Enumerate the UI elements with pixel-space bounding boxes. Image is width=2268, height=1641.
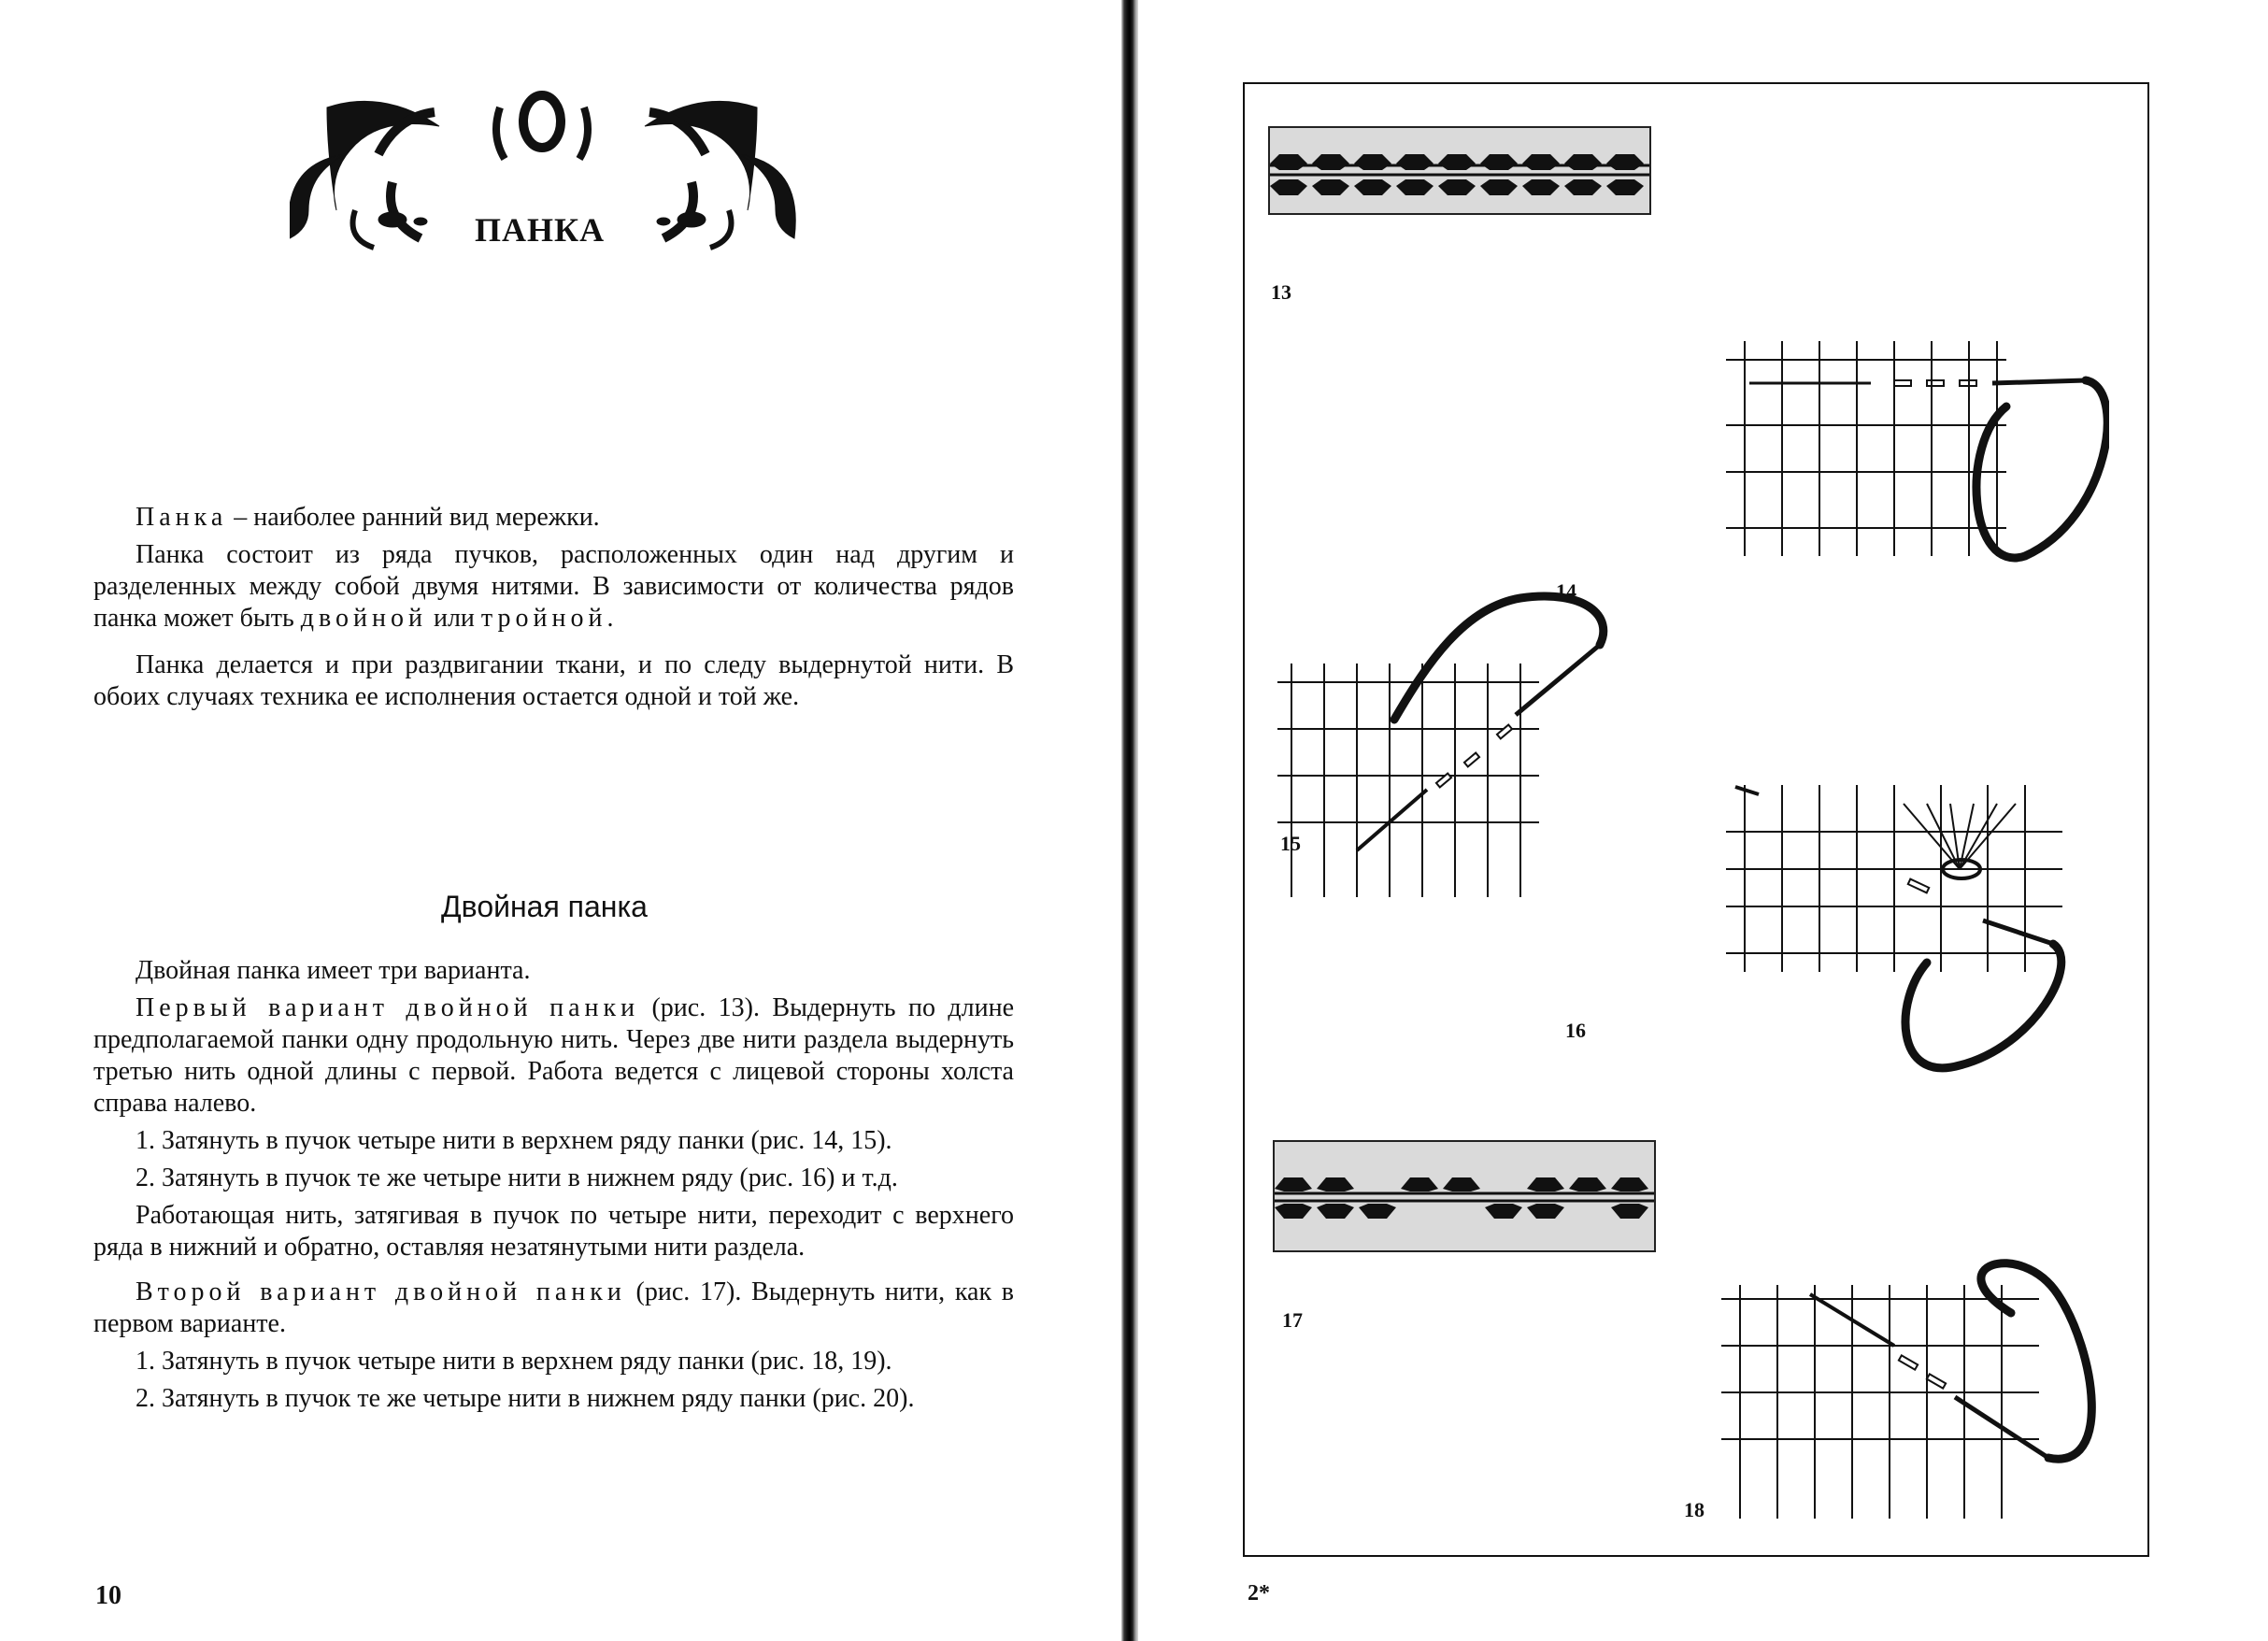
body-paragraph: 2. Затянуть в пучок те же четыре нити в нижнем ряду панки (рис. 20). xyxy=(136,1384,915,1413)
body-paragraph: 1. Затянуть в пучок четыре нити в верхнем ряду панки (рис. 18, 19). xyxy=(136,1347,892,1376)
page-number-right: 2* xyxy=(1248,1581,1270,1605)
intro-paragraph-3: Панка делается и при раздвигании ткани, и по следу выдернутой нити. В обоих случаях техника ее исполнения остается одной и той же. xyxy=(93,650,1014,711)
body-text xyxy=(93,955,1014,1420)
stitch-band-icon xyxy=(1275,1142,1654,1250)
right-page xyxy=(1131,0,2268,1641)
figure-frame xyxy=(1243,82,2149,1557)
body-paragraph: Второй вариант двойной панки (рис. 17). Выдернуть нити, как в первом варианте. xyxy=(93,1277,1014,1338)
figure-14-label: 14 xyxy=(1556,579,1576,603)
section-subtitle: Двойная панка xyxy=(441,890,648,923)
figure-15-label: 15 xyxy=(1280,832,1301,855)
figure-18-label: 18 xyxy=(1684,1498,1705,1521)
body-paragraph: Работающая нить, затягивая в пучок по четыре нити, переходит с верхнего ряда в нижний и обратно, оставляя незатянутыми нити раздела. xyxy=(93,1201,1014,1262)
figure-18-diagram xyxy=(1721,1238,2114,1537)
figure-15-diagram xyxy=(1277,533,1670,906)
figure-16-label: 16 xyxy=(1565,1019,1586,1042)
stitch-band-icon xyxy=(1270,128,1649,213)
figure-13-band xyxy=(1268,126,1651,215)
body-paragraph: 1. Затянуть в пучок четыре нити в верхнем ряду панки (рис. 14, 15). xyxy=(136,1126,892,1155)
page-title: ПАНКА xyxy=(475,211,606,249)
body-paragraph: Двойная панка имеет три варианта. xyxy=(136,956,531,985)
intro-paragraph-2: Панка состоит из ряда пучков, расположенных один над другим и разделенных между собой двумя нитями. В зависимости от количества рядов панка может быть двойной или тройной. xyxy=(93,540,1014,633)
page-number-left: 10 xyxy=(95,1581,121,1610)
intro-text xyxy=(93,502,1014,719)
figure-17-label: 17 xyxy=(1282,1308,1303,1332)
figure-14-diagram xyxy=(1717,332,2109,659)
figure-16-diagram xyxy=(1726,776,2118,1131)
left-page xyxy=(0,0,1121,1641)
figure-13-label: 13 xyxy=(1271,280,1291,304)
figure-17-band xyxy=(1273,1140,1656,1252)
body-paragraph: Первый вариант двойной панки (рис. 13). Выдернуть по длине предполагаемой панки одну продольную нить. Через две нити раздела выдернуть третью нить одной длины с первой. Работа ведется с лицевой стороны холста справа налево. xyxy=(93,993,1014,1118)
intro-paragraph-1: Панка – наиболее ранний вид мережки. xyxy=(136,503,600,532)
body-paragraph: 2. Затянуть в пучок те же четыре нити в нижнем ряду (рис. 16) и т.д. xyxy=(136,1163,898,1192)
